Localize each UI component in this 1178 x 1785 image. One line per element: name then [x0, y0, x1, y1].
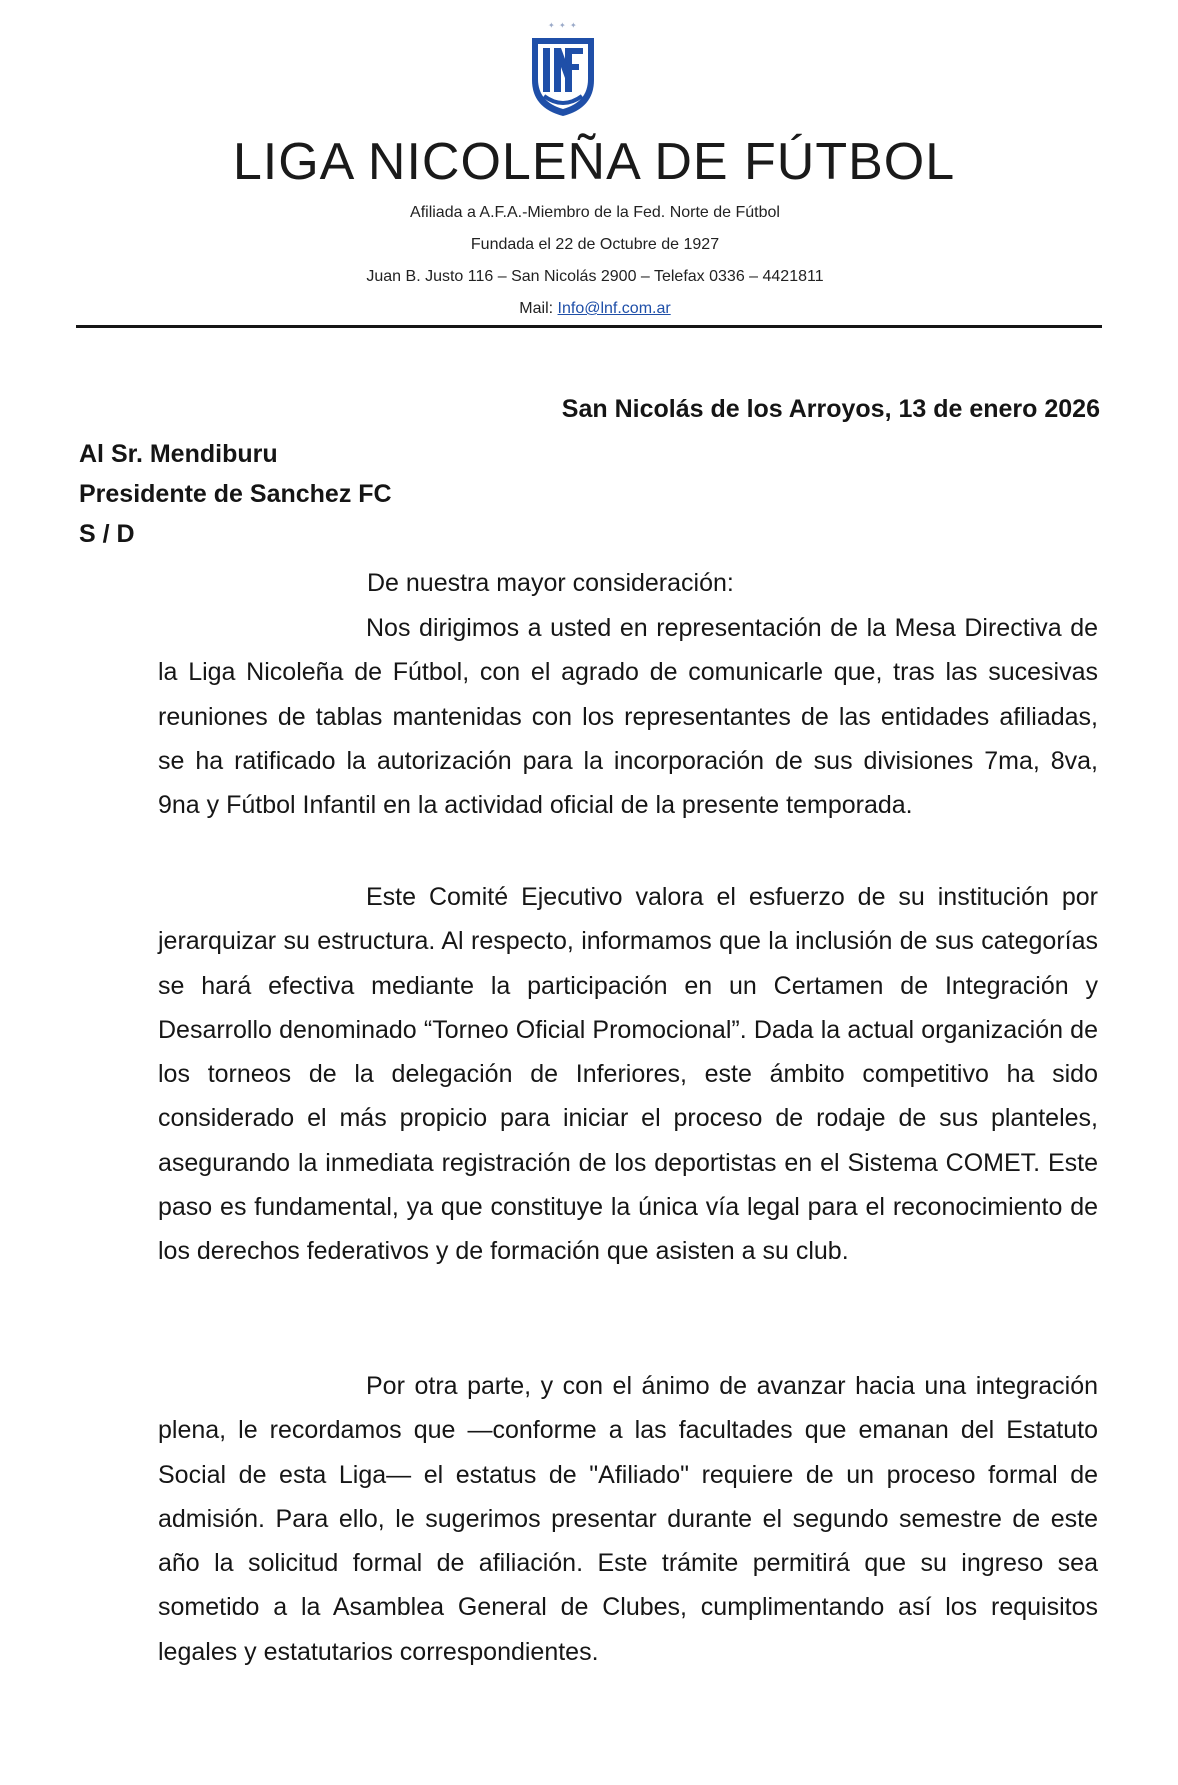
mail-line	[0, 299, 1178, 319]
body-paragraph: Nos dirigimos a usted en representación de la Mesa Directiva de la Liga Nicoleña de Fútbol, con el agrado de comunicarle que, tras las sucesivas reuniones de tablas mantenidas con los representantes de las entidades afiliadas, se ha ratificado la autorización para la incorporación de sus divisiones 7ma, 8va, 9na y Fútbol Infantil en la actividad oficial de la presente temporada.	[158, 614, 1098, 820]
address-line: Juan B. Justo 116 – San Nicolás 2900 – Telefax 0336 – 4421811	[366, 268, 824, 285]
mail-link[interactable]: Info@lnf.com.ar	[557, 300, 671, 317]
recipient-sd: S / D	[79, 520, 135, 548]
org-name: LIGA NICOLEÑA DE FÚTBOL	[232, 133, 956, 191]
founded-line: Fundada el 22 de Octubre de 1927	[470, 236, 720, 253]
letter-date: San Nicolás de los Arroyos, 13 de enero 2026	[561, 395, 1100, 423]
star-icon: ✦	[559, 21, 566, 30]
salutation: De nuestra mayor consideración:	[367, 569, 734, 597]
body-paragraph: Por otra parte, y con el ánimo de avanzar hacia una integración plena, le recordamos que —conforme a las facultades que emanan del Estatuto Social de esta Liga— el estatus de "Afiliado" requiere de un proceso formal de admisión. Para ello, le sugerimos presentar durante el segundo semestre de este año la solicitud formal de afiliación. Este trámite permitirá que su ingreso sea sometido a la Asamblea General de Clubes, cumplimentando así los requisitos legales y estatutarios correspondientes.	[158, 1372, 1098, 1666]
header-divider	[76, 325, 1102, 328]
body-paragraph: Este Comité Ejecutivo valora el esfuerzo de su institución por jerarquizar su estructura. Al respecto, informamos que la inclusión de sus categorías se hará efectiva mediante la participación en un Certamen de Integración y Desarrollo denominado “Torneo Oficial Promocional”. Dada la actual organización de los torneos de la delegación de Inferiores, este ámbito competitivo ha sido considerado el más propicio para iniciar el proceso de rodaje de sus planteles, asegurando la inmediata registración de los deportistas en el Sistema COMET. Este paso es fundamental, ya que constituye la única vía legal para el reconocimiento de los derechos federativos y de formación que asisten a su club.	[158, 883, 1098, 1266]
recipient-block	[79, 434, 392, 554]
star-icon: ✦	[570, 21, 577, 30]
recipient-name: Al Sr. Mendiburu	[79, 440, 278, 468]
mail-label: Mail:	[519, 300, 554, 317]
league-crest-logo	[528, 18, 598, 120]
affiliation-line: Afiliada a A.F.A.-Miembro de la Fed. Norte de Fútbol	[410, 204, 780, 221]
recipient-title: Presidente de Sanchez FC	[79, 480, 392, 508]
star-icon: ✦	[548, 21, 555, 30]
